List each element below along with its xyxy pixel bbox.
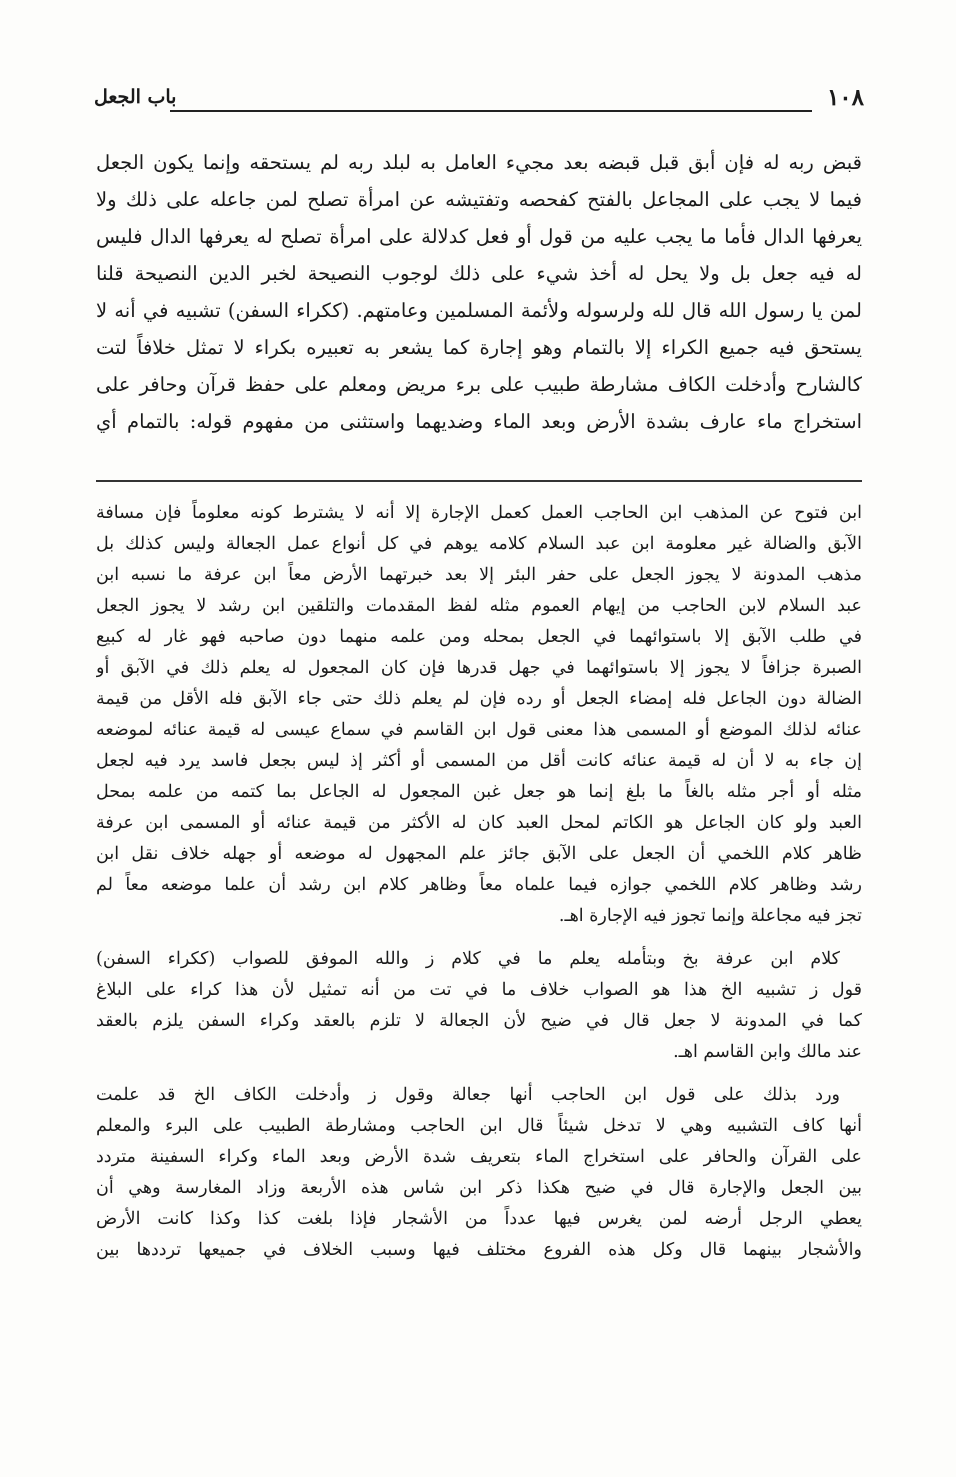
note-line: كما في المدونة لا جعل قال في ضيح لأن الجعالة لا تلزم بالعقد وكراء السفن يلزم بالعقد xyxy=(96,1011,862,1031)
note-line: العبد ولو كان الجاعل هو الكاتم لمحل العبد كان له الأكثر من قيمة عنائه أو المسمى ابن عرفة xyxy=(96,813,862,833)
note-line: أنها كاف التشبيه وهي لا تدخل شيئاً قال ابن الحاجب ومشارطة الطبيب على البرء والمعلم xyxy=(96,1116,862,1136)
note-line: والأشجار بينهما قال وكل هذه الفروع مختلف فيها وسبب الخلاف في جميعها ترددها بين xyxy=(96,1240,862,1260)
main-line: يعرفها الدال فأما ما يجب عليه من قول أو فعل كدلالة على امرأة تصلح له يعرفها الدال فليس xyxy=(96,225,862,248)
main-line: قبض ربه له فإن أبق قبل قبضه بعد مجيء العامل به لبلد ربه لم يستحقه وإنما يكون الجعل xyxy=(96,151,862,174)
header-rule xyxy=(170,110,812,112)
note-paragraph xyxy=(96,1080,862,1266)
footnote-separator xyxy=(96,480,862,482)
main-line: فيما لا يجب على المجاعل بالفتح كفحصه وتفتيشه عن امرأة تصلح لمن جاعله على ذلك ولا xyxy=(96,188,862,211)
note-line: عبد السلام لابن الحاجب من إيهام العموم مثله لفظ المقدمات والتلقين ابن رشد لا يجوز الجعل xyxy=(96,596,862,616)
page-number: ١٠٨ xyxy=(826,84,864,111)
note-line: في طلب الآبق إلا باستوائهما في الجعل بمحله ومن علمه منهما دون صاحبه فهو غار له كبيع xyxy=(96,627,862,647)
note-line: مثله أو أجر مثله بالغاً ما بلغ إنما هو جعل غبن المجعول له الجاعل بما كتمه من علمه بمحل xyxy=(96,782,862,802)
note-line: رشد وظاهر كلام اللخمي جوازه فيما علماه معاً وظاهر كلام ابن رشد أن علما موضعه معاً لم xyxy=(96,875,862,895)
note-line: كلام ابن عرفة بخ وبتأمله يعلم ما في كلام ز والله الموفق للصواب (ككراء السفن) xyxy=(96,949,840,969)
chapter-title: باب الجعل xyxy=(94,86,177,108)
note-line: تجز فيه مجاعلة وإنما تجوز فيه الإجارة اهـ. xyxy=(558,906,862,926)
note-line: الآبق والضالة غير معلومة ابن عبد السلام كلامه يوهم في كل أنواع عمل الجعالة وليس كذلك بل xyxy=(96,534,862,554)
main-line: استخراج ماء عارف بشدة الأرض وبعد الماء وضديهما واستثنى من مفهوم قوله: بالتمام أي xyxy=(96,410,862,433)
note-paragraph xyxy=(96,944,862,1068)
note-line: ورد بذلك على قول ابن الحاجب أنها جعالة وقول ز وأدخلت الكاف الخ قد علمت xyxy=(96,1085,840,1105)
running-header xyxy=(94,84,864,120)
note-line: عنائه لذلك الموضع أو المسمى هذا معنى قول ابن القاسم في سماع عيسى له قيمة عنائه لموضعه xyxy=(96,720,862,740)
note-paragraph xyxy=(96,498,862,932)
main-line: له فيه جعل بل ولا يحل له أخذ شيء على ذلك لوجوب النصيحة لخبر الدين النصيحة قلنا xyxy=(96,262,862,285)
note-line: ابن فتوح عن المذهب ابن الحاجب العمل كعمل الإجارة إلا أنه لا يشترط كونه معلوماً فإن مسافة xyxy=(96,503,862,523)
note-line: ظاهر كلام اللخمي أن الجعل على الآبق جائز علم المجهول له موضعه أو جهله خلاف نقل ابن xyxy=(96,844,862,864)
main-line: كالشارح وأدخلت الكاف مشارطة طبيب على برء مريض ومعلم على حفظ قرآن وحافر على xyxy=(96,373,862,396)
main-line: يستحق فيه جميع الكراء إلا بالتمام وهو إجارة كما يشعر به تعبيره بكراء لا تمثل خلافاً لتت xyxy=(96,336,862,359)
main-text xyxy=(96,144,862,440)
note-line: مذهب المدونة لا يجوز الجعل على حفر البئر إلا بعد خبرتهما الأرض معاً ابن عرفة ما نسبه ابن xyxy=(96,565,862,585)
note-line: إن جاء به لا أن له قيمة عنائه كانت أقل من المسمى أو أكثر إذ ليس بجعل فاسد يرد فيه لجعل xyxy=(96,751,862,771)
note-line: الضالة دون الجاعل فله إمضاء الجعل أو رده فإن لم يعلم ذلك حتى جاء الآبق فله الأقل من قيمة xyxy=(96,689,862,709)
note-line: قول ز تشبيه الخ هذا هو الصواب خلاف ما في تت من أنه تمثيل لأن هذا كراء على البلاغ xyxy=(96,980,862,1000)
main-line: لمن يا رسول الله قال لله ولرسوله ولأئمة المسلمين وعامتهم. (ككراء السفن) تشبيه في أنه لا xyxy=(96,299,862,322)
note-line: بين الجعل والإجارة قال في ضيح هكذا ذكر ابن شاس هذه الأربعة وزاد المغارسة وهي أن xyxy=(96,1178,862,1198)
note-line: يعطي الرجل أرضه لمن يغرس فيها عدداً من الأشجار فإذا بلغت كذا وكذا كانت الأرض xyxy=(96,1209,862,1229)
note-line: الصبرة جزافاً لا يجوز إلا باستوائهما في جهل قدرها فإن كان المجعول له يعلم ذلك في الآبق أو xyxy=(96,658,862,678)
note-line: عند مالك وابن القاسم اهـ. xyxy=(673,1042,862,1062)
commentary-notes xyxy=(96,498,862,1278)
note-line: على القرآن والحافر على استخراج الماء بتعريف شدة الأرض وبعد الماء وكراء السفينة متردد xyxy=(96,1147,862,1167)
